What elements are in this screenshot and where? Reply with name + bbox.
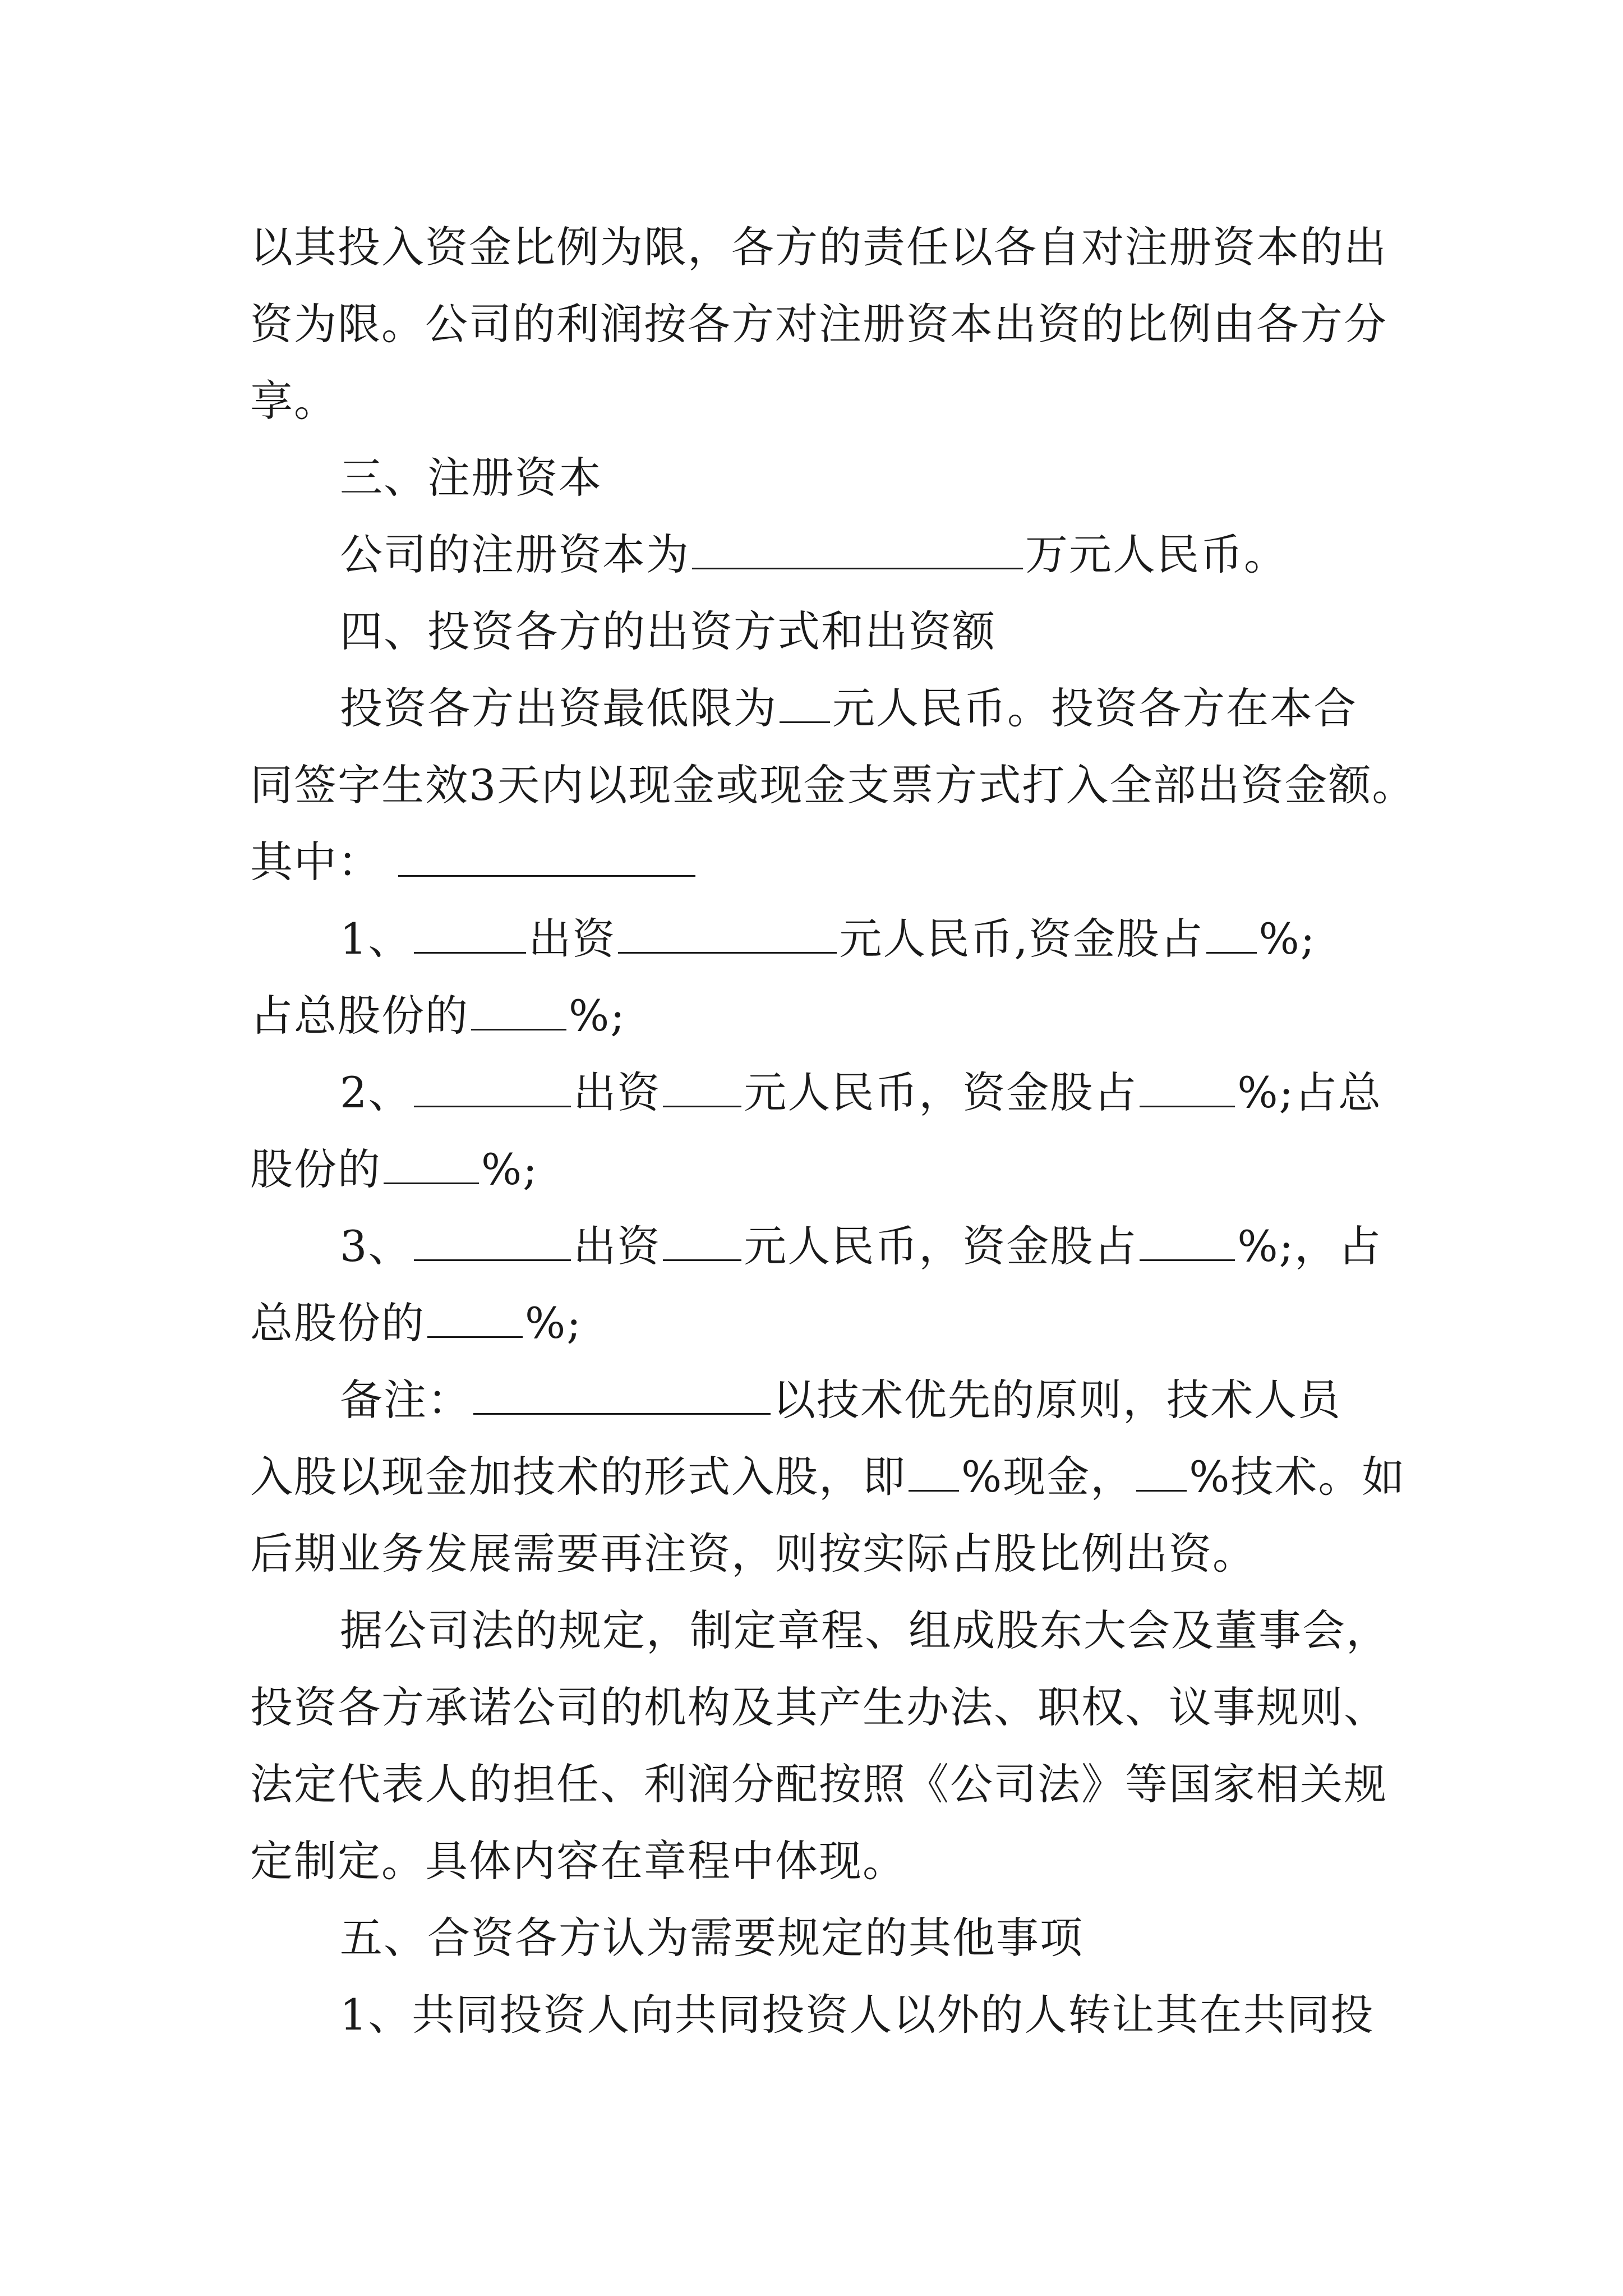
- text-segment: 定制定。具体内容在章程中体现。: [250, 1836, 906, 1886]
- text-segment: 以其投入资金比例为限，各方的责任以各自对注册资本的出: [250, 222, 1387, 272]
- text-line: [250, 1746, 1392, 1823]
- text-segment: %现金，: [961, 1452, 1135, 1502]
- fill-blank[interactable]: [1206, 916, 1257, 954]
- text-line: [250, 209, 1392, 286]
- section-heading: [250, 439, 1392, 516]
- text-segment: 2、: [340, 1068, 412, 1117]
- text-segment: 占总股份的: [250, 991, 469, 1041]
- text-line: [250, 286, 1392, 362]
- fill-blank[interactable]: [1140, 1223, 1235, 1261]
- text-segment: 出资: [573, 1068, 661, 1117]
- text-segment: 据公司法的规定，制定章程、组成股东大会及董事会，: [340, 1605, 1390, 1655]
- text-segment: %;: [1258, 914, 1316, 964]
- text-line: [250, 1515, 1392, 1592]
- text-line: [250, 1592, 1392, 1669]
- text-segment: 元人民币，资金股占: [744, 1221, 1138, 1271]
- section-heading: [250, 593, 1392, 670]
- fill-blank[interactable]: [398, 839, 695, 877]
- text-segment: 出资: [528, 914, 616, 964]
- text-segment: 同签字生效3天内以现金或现金支票方式打入全部出资金额。: [250, 760, 1416, 810]
- text-segment: 法定代表人的担任、利润分配按照《公司法》等国家相关规: [250, 1759, 1387, 1809]
- text-line: [250, 1054, 1392, 1131]
- text-segment: %;: [525, 1298, 582, 1348]
- text-segment: 备注：: [340, 1375, 471, 1425]
- text-segment: %;，占: [1237, 1221, 1382, 1271]
- text-segment: 后期业务发展需要再注资，则按实际占股比例出资。: [250, 1529, 1256, 1579]
- text-segment: 三、注册资本: [340, 453, 602, 503]
- text-segment: 1、共同投资人向共同投资人以外的人转让其在共同投: [340, 1990, 1375, 2040]
- text-segment: 1、: [340, 914, 412, 964]
- text-segment: 享。: [250, 376, 338, 426]
- fill-blank[interactable]: [1136, 1454, 1187, 1492]
- text-segment: 公司的注册资本为: [340, 530, 690, 579]
- text-segment: %技术。如: [1189, 1452, 1406, 1502]
- text-line: [250, 1976, 1392, 2053]
- text-line: [250, 516, 1392, 593]
- text-segment: 元人民币,资金股占: [839, 914, 1204, 964]
- text-line: [250, 1823, 1392, 1899]
- text-line: [250, 1438, 1406, 1515]
- text-segment: %;: [481, 1144, 538, 1194]
- text-line: [250, 747, 1416, 823]
- text-segment: 以技术优先的原则，技术人员: [773, 1375, 1341, 1425]
- fill-blank[interactable]: [414, 1223, 571, 1261]
- text-line: [250, 977, 1392, 1054]
- text-segment: 3、: [340, 1221, 412, 1271]
- text-segment: 元人民币。投资各方在本合: [832, 683, 1357, 733]
- text-segment: 元人民币，资金股占: [744, 1068, 1138, 1117]
- fill-blank[interactable]: [909, 1454, 959, 1492]
- text-segment: 投资各方出资最低限为: [340, 683, 777, 733]
- fill-blank[interactable]: [618, 916, 837, 954]
- text-line: [250, 1208, 1392, 1285]
- text-line: [250, 1285, 1392, 1361]
- fill-blank[interactable]: [663, 1070, 741, 1107]
- text-segment: 其中：: [250, 837, 381, 887]
- text-line: [250, 1669, 1392, 1746]
- section-heading: [250, 1899, 1392, 1976]
- text-line: [250, 1361, 1392, 1438]
- text-line: [250, 823, 1392, 900]
- text-segment: %;: [569, 991, 626, 1041]
- text-segment: 投资各方承诺公司的机构及其产生办法、职权、议事规则、: [250, 1682, 1387, 1732]
- text-line: [250, 1131, 1392, 1208]
- text-segment: 股份的: [250, 1144, 381, 1194]
- text-line: [250, 900, 1392, 977]
- text-segment: 出资: [573, 1221, 661, 1271]
- text-segment: 入股以现金加技术的形式入股，即: [250, 1452, 906, 1502]
- text-segment: 五、合资各方认为需要规定的其他事项: [340, 1913, 1083, 1963]
- fill-blank[interactable]: [384, 1147, 479, 1184]
- text-segment: 四、投资各方的出资方式和出资额: [340, 606, 996, 656]
- fill-blank[interactable]: [780, 685, 830, 723]
- fill-blank[interactable]: [663, 1223, 741, 1261]
- fill-blank[interactable]: [414, 1070, 571, 1107]
- text-segment: %;占总: [1237, 1068, 1382, 1117]
- text-segment: 资为限。公司的利润按各方对注册资本出资的比例由各方分: [250, 299, 1387, 349]
- text-segment: 总股份的: [250, 1298, 425, 1348]
- fill-blank[interactable]: [427, 1300, 523, 1338]
- text-line: [250, 670, 1392, 747]
- fill-blank[interactable]: [1140, 1070, 1235, 1107]
- fill-blank[interactable]: [414, 916, 526, 954]
- fill-blank[interactable]: [692, 532, 1023, 569]
- text-line: [250, 362, 1392, 439]
- text-segment: 万元人民币。: [1025, 530, 1288, 579]
- document-body: [250, 209, 1416, 2053]
- fill-blank[interactable]: [473, 1377, 771, 1415]
- fill-blank[interactable]: [471, 993, 566, 1030]
